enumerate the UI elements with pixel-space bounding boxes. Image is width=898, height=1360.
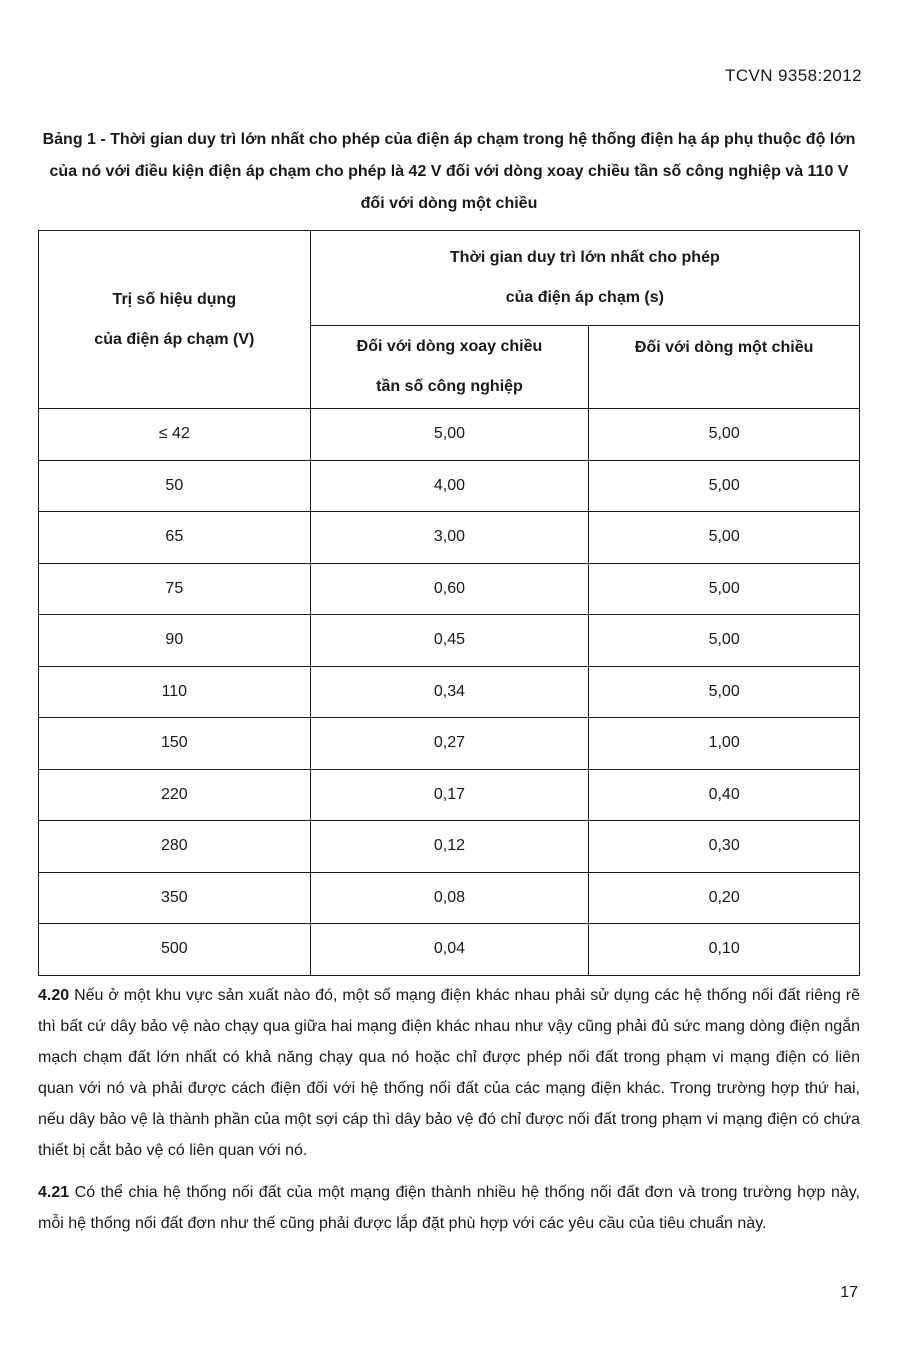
cell-voltage: 50 xyxy=(39,460,311,512)
table-row xyxy=(39,821,860,873)
cell-voltage: 75 xyxy=(39,563,311,615)
contact-voltage-table xyxy=(38,230,860,976)
header-voltage-line2: của điện áp chạm (V) xyxy=(94,330,255,348)
cell-dc-time: 0,20 xyxy=(589,872,860,924)
page-number: 17 xyxy=(840,1284,858,1301)
table-row xyxy=(39,512,860,564)
header-voltage xyxy=(39,231,311,409)
cell-ac-time: 0,45 xyxy=(310,615,589,667)
cell-dc-time: 0,10 xyxy=(589,924,860,976)
cell-voltage: ≤ 42 xyxy=(39,409,311,461)
table-row xyxy=(39,409,860,461)
cell-ac-time: 0,17 xyxy=(310,769,589,821)
cell-dc-time: 0,40 xyxy=(589,769,860,821)
cell-ac-time: 0,60 xyxy=(310,563,589,615)
header-time-group xyxy=(310,231,859,326)
cell-voltage: 220 xyxy=(39,769,311,821)
cell-voltage: 350 xyxy=(39,872,311,924)
cell-dc-time: 5,00 xyxy=(589,460,860,512)
header-time-line2: của điện áp chạm (s) xyxy=(505,289,664,306)
header-ac-line2: tần số công nghiệp xyxy=(376,378,523,395)
table-row xyxy=(39,718,860,770)
table-row xyxy=(39,872,860,924)
cell-voltage: 500 xyxy=(39,924,311,976)
header-dc-line1: Đối với dòng một chiều xyxy=(634,339,814,356)
table-row xyxy=(39,769,860,821)
cell-ac-time: 0,27 xyxy=(310,718,589,770)
cell-ac-time: 0,12 xyxy=(310,821,589,873)
standard-code: TCVN 9358:2012 xyxy=(725,66,862,85)
cell-ac-time: 3,00 xyxy=(310,512,589,564)
cell-dc-time: 5,00 xyxy=(589,615,860,667)
clause-number: 4.20 xyxy=(38,987,70,1004)
cell-voltage: 65 xyxy=(39,512,311,564)
cell-ac-time: 0,34 xyxy=(310,666,589,718)
cell-dc-time: 5,00 xyxy=(589,512,860,564)
cell-dc-time: 1,00 xyxy=(589,718,860,770)
header-ac-line1: Đối với dòng xoay chiều xyxy=(356,338,543,355)
cell-ac-time: 4,00 xyxy=(310,460,589,512)
clause-text: Có thể chia hệ thống nối đất của một mạng điện thành nhiều hệ thống nối đất đơn và trong trường hợp này, mỗi hệ thống nối đất đơn như thế cũng phải được lắp đặt phù hợp với các yêu cầu của tiêu chuẩn này. xyxy=(38,1184,861,1232)
cell-voltage: 90 xyxy=(39,615,311,667)
table-row xyxy=(39,615,860,667)
table-caption: Bảng 1 - Thời gian duy trì lớn nhất cho phép của điện áp chạm trong hệ thống điện hạ áp phụ thuộc độ lớn của nó với điều kiện điện áp chạm cho phép là 42 V đối với dòng xoay chiều tần số công nghiệp và 110 V đối với dòng một chiều xyxy=(42,131,856,212)
cell-dc-time: 0,30 xyxy=(589,821,860,873)
cell-dc-time: 5,00 xyxy=(589,409,860,461)
clause-4-21 xyxy=(38,1177,860,1239)
header-ac xyxy=(310,326,589,409)
cell-dc-time: 5,00 xyxy=(589,563,860,615)
header-voltage-line1: Trị số hiệu dụng xyxy=(112,290,237,308)
cell-ac-time: 5,00 xyxy=(310,409,589,461)
clause-4-20 xyxy=(38,980,860,1166)
cell-ac-time: 0,04 xyxy=(310,924,589,976)
clause-text: Nếu ở một khu vực sản xuất nào đó, một số mạng điện khác nhau phải sử dụng các hệ thống nối đất riêng rẽ thì bất cứ dây bảo vệ nào chạy qua giữa hai mạng điện khác nhau như vậy cũng phải đủ sức mang dòng điện ngắn mạch chạm đất lớn nhất có khả năng chạy qua nó hoặc chỉ được phép nối đất trong phạm vi mạng điện có liên quan với nó và phải được cách điện đối với hệ thống nối đất của các mạng điện khác. Trong trường hợp thứ hai, nếu dây bảo vệ là thành phần của một sợi cáp thì dây bảo vệ đó chỉ được nối đất trong phạm vi mạng điện có chứa thiết bị cắt bảo vệ có liên quan với nó. xyxy=(38,987,860,1159)
table-row xyxy=(39,666,860,718)
header-dc xyxy=(589,326,860,409)
cell-ac-time: 0,08 xyxy=(310,872,589,924)
cell-dc-time: 5,00 xyxy=(589,666,860,718)
table-row xyxy=(39,924,860,976)
cell-voltage: 150 xyxy=(39,718,311,770)
cell-voltage: 280 xyxy=(39,821,311,873)
cell-voltage: 110 xyxy=(39,666,311,718)
table-row xyxy=(39,460,860,512)
clause-number: 4.21 xyxy=(38,1184,70,1201)
header-time-line1: Thời gian duy trì lớn nhất cho phép xyxy=(449,249,720,266)
table-row xyxy=(39,563,860,615)
